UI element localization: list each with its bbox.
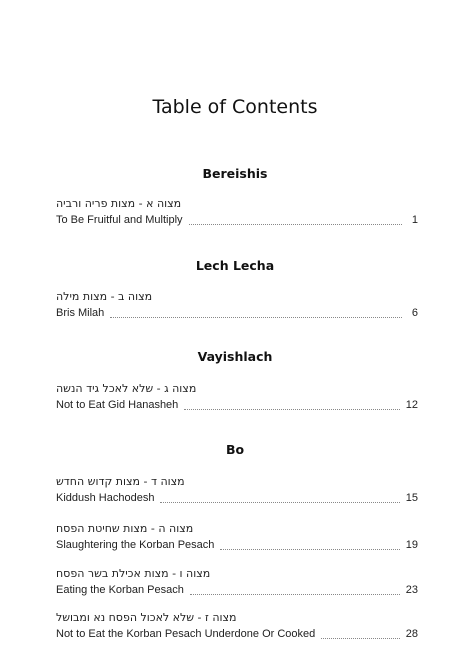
toc-entry[interactable] [56,289,418,321]
entry-line [56,398,418,413]
entry-page-number: 1 [411,214,418,226]
entry-hebrew-title: מצוה ד - מצות קדוש החדש [56,475,185,488]
toc-entry[interactable] [56,566,418,598]
toc-entry[interactable] [56,196,418,228]
entry-english-title: Bris Milah [56,307,105,319]
entry-line [56,583,418,598]
section-heading-bo: Bo [225,442,245,457]
entry-english-title: Slaughtering the Korban Pesach [56,539,215,551]
entry-page-number: 19 [405,539,418,551]
page-title: Table of Contents [152,96,318,118]
dot-leader [160,491,399,503]
dot-leader [184,398,399,410]
toc-entry[interactable] [56,474,418,506]
entry-english-title: Not to Eat Gid Hanasheh [56,399,179,411]
entry-line [56,213,418,228]
dot-leader [189,213,402,225]
dot-leader [110,306,402,318]
toc-entry[interactable] [56,521,418,553]
entry-line [56,538,418,553]
entry-english-title: Not to Eat the Korban Pesach Underdone Or Cooked [56,628,316,640]
section-heading-vayishlach: Vayishlach [197,349,273,364]
entry-english-title: To Be Fruitful and Multiply [56,214,183,226]
entry-line [56,627,418,642]
entry-page-number: 6 [411,307,418,319]
entry-line [56,306,418,321]
entry-page-number: 28 [405,628,418,640]
entry-hebrew-title: מצוה ז - שלא לאכול הפסח נא ומבושל [56,611,237,624]
entry-english-title: Eating the Korban Pesach [56,584,184,596]
toc-entry[interactable] [56,381,418,413]
dot-leader [321,627,399,639]
entry-hebrew-title: מצוה ו - מצות אכילת בשר הפסח [56,567,211,580]
toc-entry[interactable] [56,610,418,642]
dot-leader [190,583,400,595]
dot-leader [220,538,399,550]
section-heading-bereishis: Bereishis [202,166,268,181]
entry-line [56,491,418,506]
entry-hebrew-title: מצוה ה - מצות שחיטת הפסח [56,522,194,535]
entry-page-number: 12 [405,399,418,411]
entry-page-number: 23 [405,584,418,596]
entry-hebrew-title: מצוה א - מצות פריה ורביה [56,197,182,210]
section-heading-lech-lecha: Lech Lecha [195,258,275,273]
entry-hebrew-title: מצוה ב - מצות מילה [56,290,153,303]
entry-page-number: 15 [405,492,418,504]
entry-hebrew-title: מצוה ג - שלא לאכל גיד הנשה [56,382,197,395]
entry-english-title: Kiddush Hachodesh [56,492,155,504]
